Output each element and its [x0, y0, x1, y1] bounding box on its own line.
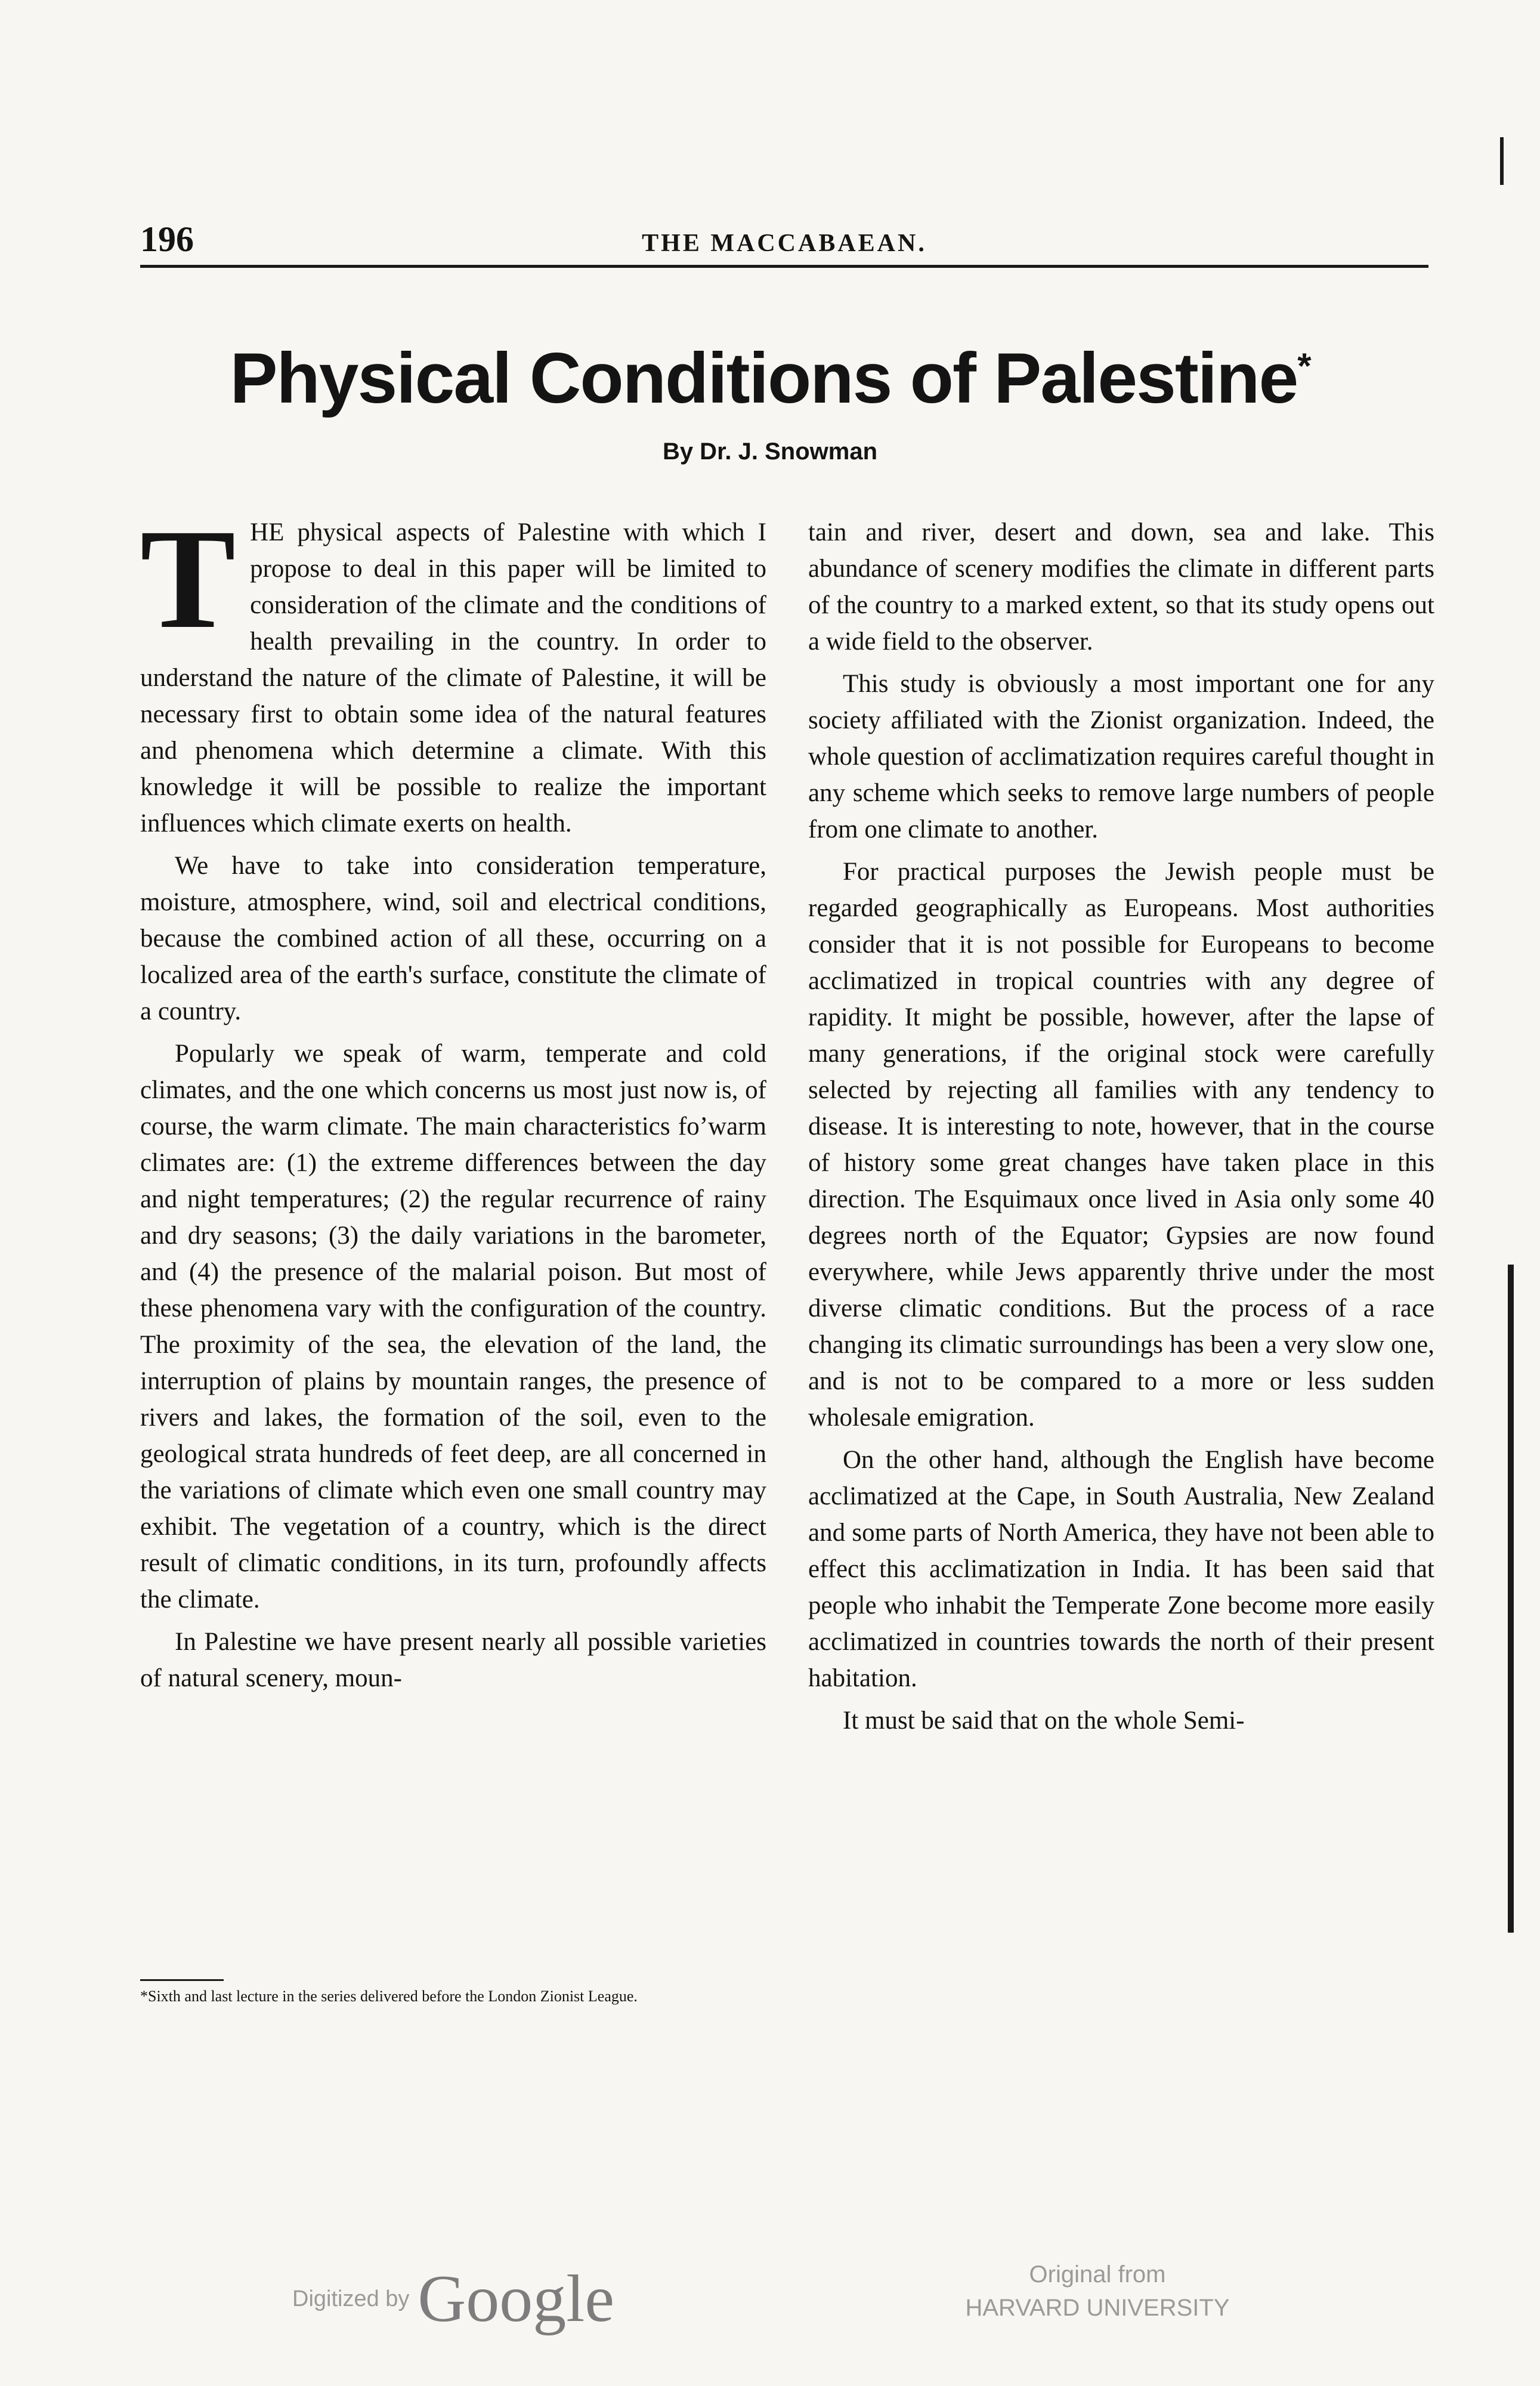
article-title-text: Physical Conditions of Palestine [230, 338, 1298, 418]
running-head: THE MACCABAEAN. [642, 230, 927, 257]
digitized-by-google [292, 2261, 614, 2338]
original-source [930, 2258, 1264, 2325]
paragraph: In Palestine we have present nearly all possible varieties of natural scenery, moun- [140, 1628, 766, 1692]
margin-mark [1500, 137, 1504, 185]
drop-cap: T [140, 514, 236, 658]
byline: By Dr. J. Snowman [662, 438, 878, 465]
paragraph: On the other hand, although the English have become acclimatized at the Cape, in South Australia, New Zealand and some parts of North America, they have not been able to effect this acclimatization in India. It has been said that people who inhabit the Temperate Zone become more easily acclimatized in countries towards the north of their present habitation. [808, 1446, 1434, 1692]
right-column [808, 514, 1434, 1982]
paragraph [140, 514, 766, 842]
footnote-rule [140, 1979, 224, 1981]
paragraph: It must be said that on the whole Semi- [843, 1707, 1245, 1735]
institution-label: HARVARD UNIVERSITY [965, 2295, 1230, 2321]
page-header [140, 215, 1428, 268]
original-from-label: Original from [1029, 2261, 1166, 2288]
title-footnote-mark: * [1297, 346, 1310, 386]
paragraph: tain and river, desert and down, sea and lake. This abundance of scenery modifies the climate in different parts of the country to a marked extent, so that its study opens out a wide field to the observer. [808, 518, 1434, 656]
page-number: 196 [140, 220, 194, 259]
left-column [140, 514, 766, 1982]
digitized-by-label: Digitized by [292, 2286, 410, 2311]
footnote: *Sixth and last lecture in the series delivered before the London Zionist League. [140, 1988, 638, 2005]
paragraph: For practical purposes the Jewish people must be regarded geographically as Europeans. Most authorities consider that it is not possible for Europeans to become acclimatized in tropical countries with any degree of rapidity. It might be possible, however, after the lapse of many generations, if the original stock were carefully selected by rejecting all families with any tendency to disease. It is interesting to note, however, that in the course of history some great changes have taken place in this direction. The Esquimaux once lived in Asia only some 40 degrees north of the Equator; Gypsies are now found everywhere, while Jews apparently thrive under the most diverse climatic conditions. But the process of a race changing its climatic surroundings has been a very slow one, and is not to be compared to a more or less sudden wholesale emigration. [808, 858, 1434, 1432]
paragraph: This study is obviously a most important one for any society affiliated with the Zionist organization. Indeed, the whole question of acclimatization requires careful thought in any scheme which seeks to remove large numbers of people from one climate to another. [808, 670, 1434, 843]
paragraph: Popularly we speak of warm, temperate and cold climates, and the one which concerns us most just now is, of course, the warm climate. The main characteristics foʼwarm climates are: (1) the extreme differences between the day and night temperatures; (2) the regular recurrence of rainy and dry seasons; (3) the daily variations in the barometer, and (4) the presence of the malarial poison. But most of these phenomena vary with the configuration of the country. The proximity of the sea, the elevation of the land, the interruption of plains by mountain ranges, the presence of rivers and lakes, the formation of the soil, even to the geological strata hundreds of feet deep, are all concerned in the variations of climate which even one small country may exhibit. The vegetation of a country, which is the direct result of climatic conditions, in its turn, profoundly affects the climate. [140, 1040, 766, 1614]
margin-mark [1508, 1265, 1514, 1933]
paragraph: We have to take into consideration temperature, moisture, atmosphere, wind, soil and electrical conditions, because the combined action of all these, occurring on a localized area of the earth's surface, constitute the climate of a country. [140, 852, 766, 1025]
paragraph-text: HE physical aspects of Palestine with which I propose to deal in this paper will be limited to consideration of the climate and the conditions of health prevailing in the country. In order to understand the nature of the climate of Palestine, it will be necessary first to obtain some idea of the natural features and phenomena which determine a climate. With this knowledge it will be possible to realize the important influences which climate exerts on health. [140, 518, 766, 837]
article-title [0, 337, 1540, 419]
google-logo: Google [418, 2262, 615, 2336]
